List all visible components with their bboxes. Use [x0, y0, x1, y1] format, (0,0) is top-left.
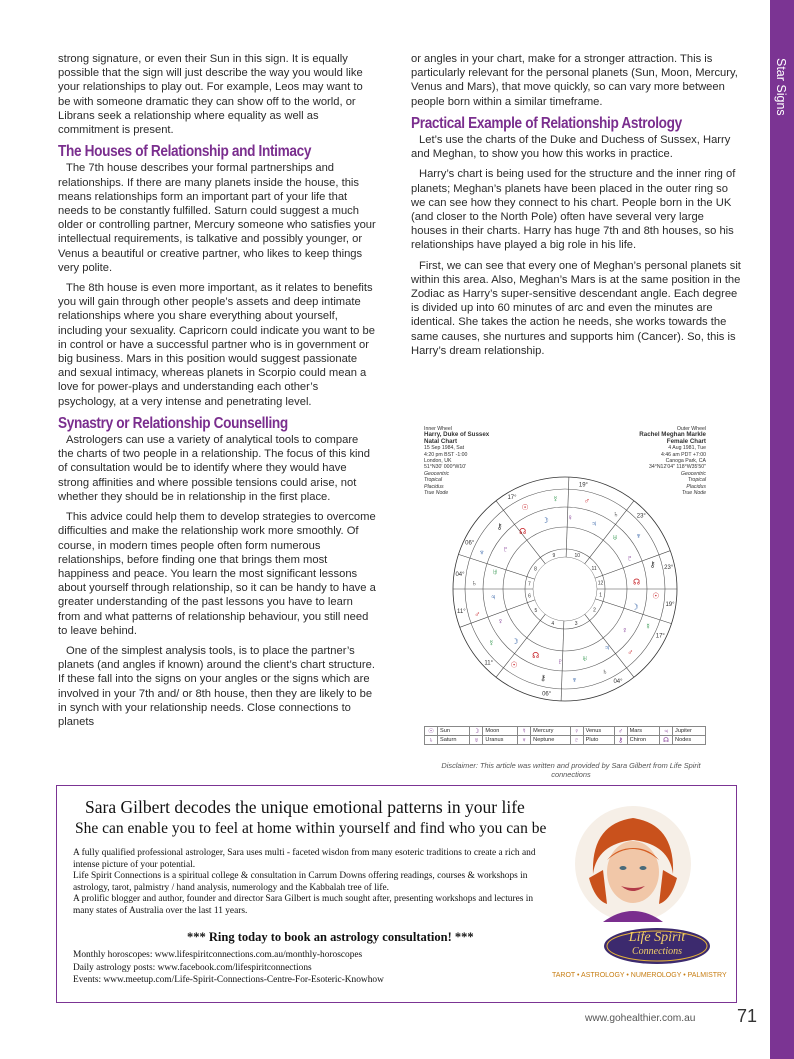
ad-call-to-action: *** Ring today to book an astrology consultation! *** — [187, 930, 474, 944]
planet-name: Sun — [438, 727, 470, 736]
footer-url: www.gohealthier.com.au — [585, 1013, 696, 1024]
planet-name: Saturn — [438, 736, 470, 745]
section-heading: The Houses of Relationship and Intimacy — [58, 143, 312, 161]
outer-wheel-info: Outer Wheel Rachel Meghan Markle Female Chart 4 Aug 1981, Tue 4:46 am PDT +7:00 Canoga Park, CA 34°N12'04" 118°W35'50" Geocentric Tropical Placidus True Node — [639, 426, 706, 497]
life-spirit-logo: Life Spirit Connections — [602, 926, 712, 966]
meetup-link[interactable]: Events: www.meetup.com/Life-Spirit-Connections-Centre-For-Esoteric-Knowhow — [73, 975, 384, 986]
planet-name: Jupiter — [673, 727, 706, 736]
planet-glyph: ♂ — [584, 496, 590, 506]
planet-glyph: ☉ — [652, 591, 660, 601]
house-number: 5 — [534, 608, 538, 615]
planet-name: Moon — [483, 727, 518, 736]
planet-glyph: ♃ — [591, 519, 598, 529]
planet-glyph: ☊ — [519, 526, 527, 536]
ad-paragraph: Life Spirit Connections is a spiritual college & consultation in Carrum Downs offering readings, courses & workshops in astrology, tarot, palmistry / hand analysis, numerology and the Kabbalah tree of life. — [73, 871, 528, 893]
planet-glyph: ♅ — [581, 654, 588, 664]
section-tab-label: Star Signs — [774, 58, 788, 116]
paragraph: The 8th house is even more important, as it relates to benefits you will gain through other people’s assets and deep intimate relationships where you share everything about yourself, including your sexuality. Capricorn could indicate you want to be in control or have a successful partner who is in government or big business. Mars in this position would suggest passionate and sexual intimacy, whereas planets in Scorpio could mean a love for power-plays and understanding each other’s psychology, at a very intense and penetrating level. — [58, 282, 375, 408]
ad-paragraph: A fully qualified professional astrologer, Sara uses multi - faceted wisdon from many esoteric traditions to create a rich and intense picture of your potential. — [73, 848, 536, 870]
planet-glyph: ♂ — [474, 610, 481, 620]
cusp-degree-label: 11° — [456, 609, 466, 615]
planet-glyph: ♃ — [490, 592, 497, 602]
astrology-chart-image — [424, 426, 706, 748]
planet-glyph: ☽ — [541, 515, 549, 525]
planet-glyph: ☊ — [633, 577, 641, 587]
paragraph: This advice could help them to develop strategies to overcome difficulties and make the relationship work more smoothly. Of course, in modern times people often form numerous relationships, before finding one that brings them most happiness and peace. You learn the most significant lessons about yourself through relationship, so it can be handy to have a greater understanding of the past lessons you have to learn from and what patterns of relationship behaviour, you still need to leave behind. — [58, 511, 376, 637]
planet-symbol: ♅ — [470, 736, 483, 745]
planet-glyph: ♃ — [604, 643, 611, 653]
planet-glyph: ☿ — [488, 638, 495, 648]
planet-symbol: ⚷ — [614, 736, 627, 745]
ad-paragraph: A prolific blogger and author, founder and director Sara Gilbert is much sought after, presenting workshops and lectures in many states of Australia over the last 11 years. — [73, 894, 534, 916]
planet-glyph: ♅ — [492, 567, 499, 577]
planet-glyph: ♇ — [557, 656, 563, 666]
cusp-degree-label: 06° — [465, 540, 475, 547]
planet-name: Chiron — [627, 736, 659, 745]
inner-wheel-info: Inner Wheel Harry, Duke of Sussex Natal Chart 15 Sep 1984, Sat 4:20 pm BST -1:00 London, UK 51°N30' 000°W10' Geocentric Tropical Placidus True Node — [424, 426, 490, 497]
planet-glyph: ♇ — [626, 553, 633, 563]
planet-glyph: ⚷ — [496, 521, 503, 531]
planet-glyph: ♄ — [471, 578, 478, 588]
planet-glyph: ⚷ — [649, 559, 656, 569]
paragraph: First, we can see that every one of Meghan’s personal planets sit within this area. Also, Meghan’s Mars is at the same position in the Zodiac as Harry’s super-sensitive descendant angle. Each degree is divided up into 60 minutes of arc and even the minutes are identical. She takes the action he needs, she works towards the same causes, she nurtures and supports him (Cancer). So, this is Harry’s dream relationship. — [411, 259, 741, 357]
planet-symbol: ♇ — [570, 736, 583, 745]
planet-name: Venus — [583, 727, 614, 736]
right-column — [411, 52, 741, 364]
planet-glyph: ♀ — [621, 625, 628, 635]
house-number: 3 — [574, 621, 578, 628]
planet-glyph: ♀ — [567, 513, 573, 523]
cusp-degree-label: 23° — [664, 565, 674, 571]
planet-glyph: ☿ — [552, 494, 559, 504]
planet-glyph: ♄ — [601, 666, 608, 676]
planet-symbol: ☿ — [518, 727, 531, 736]
planet-glyph: ☿ — [645, 622, 652, 631]
facebook-link[interactable]: Daily astrology posts: www.facebook.com/lifespiritconnections — [73, 962, 312, 973]
disclaimer: Disclaimer: This article was written and provided by Sara Gilbert from Life Spirit connections — [441, 761, 701, 779]
cusp-degree-label: 04° — [613, 678, 623, 685]
cusp-degree-label: 23° — [636, 513, 646, 520]
house-cusp-line — [496, 614, 545, 677]
paragraph: Let’s use the charts of the Duke and Duchess of Sussex, Harry and Meghan, to show you how this works in practice. — [411, 134, 731, 161]
cusp-degree-label: 04° — [455, 572, 465, 579]
left-column — [58, 52, 376, 735]
planet-glyph: ☊ — [532, 650, 540, 660]
paragraph: Astrologers can use a variety of analytical tools to compare the charts of two people in a relationship. The focus of this kind of consultation would be to identify where they would have strong affinities and where possible tensions could arise, not whether they should be in relationship in the first place. — [58, 434, 370, 503]
planet-symbol: ♀ — [570, 727, 583, 736]
planet-symbol: ☽ — [470, 727, 483, 736]
house-number: 6 — [528, 593, 531, 600]
paragraph: One of the simplest analysis tools, is to place the partner’s planets (and angles if known) around the client’s chart structure. If these fall into the signs on your angles or the signs which are involved in your 7th and/ or 8th house, then they are likely to be in synch with your relationship needs. Close connections to planets — [58, 644, 375, 728]
planet-glyph: ♂ — [627, 648, 634, 658]
house-number: 9 — [552, 552, 556, 559]
planet-glyph: ♆ — [478, 548, 485, 557]
cusp-degree-label: 19° — [578, 482, 588, 489]
section-heading: Synastry or Relationship Counselling — [58, 414, 288, 432]
ad-subtitle: She can enable you to feel at home within yourself and find who you can be — [75, 820, 547, 837]
cusp-degree-label: 17° — [655, 633, 665, 640]
house-number: 8 — [534, 566, 537, 573]
planet-symbol: ♄ — [425, 736, 438, 745]
house-number: 7 — [528, 581, 531, 588]
planet-name: Nodes — [673, 736, 706, 745]
cusp-degree-label: 06° — [542, 691, 552, 698]
page-number: 71 — [737, 1006, 758, 1026]
advertisement — [56, 785, 737, 1003]
section-tab — [770, 0, 794, 1059]
house-number: 2 — [593, 607, 596, 614]
planet-glyph: ♇ — [502, 544, 509, 554]
planet-symbol: ☊ — [660, 736, 673, 745]
house-number: 12 — [597, 580, 604, 587]
planet-glyph: ♀ — [497, 616, 504, 626]
planet-glyph: ☉ — [521, 503, 529, 513]
planet-name: Pluto — [583, 736, 614, 745]
planet-glyph: ☽ — [631, 602, 639, 612]
planet-glyph: ♅ — [612, 533, 618, 543]
planet-symbol: ♆ — [518, 736, 531, 745]
planet-glyph: ♄ — [612, 509, 619, 519]
house-number: 1 — [599, 592, 602, 599]
section-heading: Practical Example of Relationship Astrology — [411, 114, 682, 132]
planet-name: Uranus — [483, 736, 518, 745]
planet-legend — [424, 726, 706, 745]
paragraph: strong signature, or even their Sun in this sign. It is equally possible that the sign will just describe the way you would like your relationships to play out. For example, Leos may want to be with someone dramatic they can show off to the world, or Librans seek a relationship where equality as well as commitment is present. — [58, 53, 363, 137]
house-number: 11 — [591, 565, 597, 572]
planet-symbol: ♂ — [614, 727, 627, 736]
house-number: 10 — [574, 553, 581, 560]
ad-tags: TAROT • ASTROLOGY • NUMEROLOGY • PALMISTRY — [552, 972, 727, 979]
planet-symbol: ☉ — [425, 727, 438, 736]
paragraph: The 7th house describes your formal partnerships and relationships. If there are many planets inside the house, this means relationships form an important part of your life that needs to be constantly fulfilled. Saturn could suggest a much older or controlling partner, Mercury someone who satisfies your intellectual requirements, is talkative and possibly younger, or Venus a beautiful or creative partner, who likes to keep things very polite. — [58, 162, 376, 274]
bi-wheel — [424, 426, 706, 726]
cusp-degree-label: 17° — [507, 495, 517, 502]
planet-glyph: ☉ — [510, 660, 518, 670]
planet-name: Neptune — [531, 736, 570, 745]
horoscopes-link[interactable]: Monthly horoscopes: www.lifespiritconnections.com.au/monthly-horoscopes — [73, 950, 363, 960]
planet-glyph: ☽ — [511, 636, 519, 646]
cusp-degree-label: 19° — [665, 601, 675, 608]
planet-name: Mercury — [531, 727, 570, 736]
planet-glyph: ♆ — [635, 531, 642, 541]
ad-title: Sara Gilbert decodes the unique emotional patterns in your life — [85, 797, 525, 817]
house-number: 4 — [551, 620, 555, 627]
cusp-degree-label: 11° — [484, 660, 494, 667]
ad-body — [73, 848, 553, 918]
planet-name: Mars — [627, 727, 659, 736]
ad-links — [73, 949, 384, 987]
planet-glyph: ♆ — [571, 675, 578, 685]
portrait-photo — [573, 804, 693, 924]
planet-symbol: ♃ — [660, 727, 673, 736]
planet-glyph: ⚷ — [540, 673, 546, 683]
paragraph: Harry’s chart is being used for the structure and the inner ring of planets; Meghan’s planets have been placed in the outer ring so we can see how they connect to his chart. People born in the UK (and closer to the North Pole) often have several very large houses in their charts. Harry has huge 7th and 8th houses, so his relationships have played a big role in his life. — [411, 168, 736, 252]
paragraph: or angles in your chart, make for a stronger attraction. This is particularly relevant for the personal planets (Sun, Moon, Mercury, Venus and Mars), that move quickly, so can vary more between people born within a similar timeframe. — [411, 53, 738, 108]
